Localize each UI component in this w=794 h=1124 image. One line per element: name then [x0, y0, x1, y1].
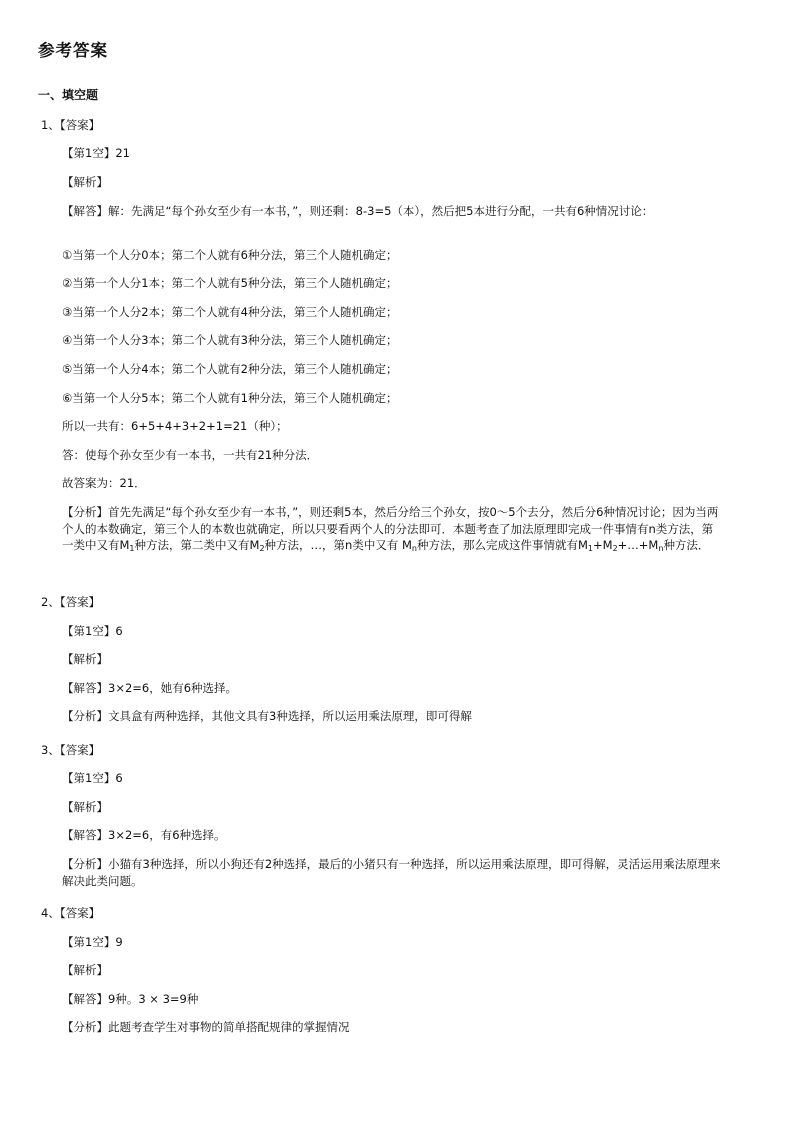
question-2-solution: 【解答】3×2=6，她有6种选择。 [62, 681, 238, 695]
question-1-analysis-label: 【解析】 [62, 175, 108, 189]
analysis-text-part: +…+M [617, 538, 659, 552]
question-4-heading: 4、【答案】 [41, 906, 101, 920]
question-4-analysis-text: 【分析】此题考查学生对事物的简单搭配规律的掌握情况 [62, 1020, 350, 1034]
subscript: 1 [587, 544, 593, 553]
question-1-total: 所以一共有：6+5+4+3+2+1=21（种）； [62, 419, 288, 433]
question-1-analysis-text [62, 504, 722, 558]
question-1-heading: 1、【答案】 [41, 118, 101, 132]
question-1-conclusion: 答：使每个孙女至少有一本书，一共有21种分法． [62, 448, 319, 462]
subscript: n [658, 544, 664, 553]
question-4-solution: 【解答】9种。3 × 3=9种 [62, 992, 199, 1006]
analysis-text-part: 种方法，…，第n类中又有 M [264, 538, 412, 552]
question-2-analysis-label: 【解析】 [62, 652, 108, 666]
question-1-case-4: ④当第一个人分3本；第二个人就有3种分法，第三个人随机确定； [62, 333, 398, 347]
question-2-heading: 2、【答案】 [41, 595, 101, 609]
question-3-heading: 3、【答案】 [41, 743, 101, 757]
question-1-case-6: ⑥当第一个人分5本；第二个人就有1种分法，第三个人随机确定； [62, 391, 398, 405]
subscript: 1 [129, 544, 135, 553]
question-1-final-answer: 故答案为：21． [62, 476, 146, 490]
analysis-text-part: 种方法． [663, 538, 710, 552]
question-2-blank-answer: 【第1空】6 [62, 624, 123, 638]
analysis-text-part: +M [593, 538, 613, 552]
question-1-case-2: ②当第一个人分1本；第二个人就有5种分法，第三个人随机确定； [62, 276, 398, 290]
subscript: 2 [612, 544, 618, 553]
question-3-solution: 【解答】3×2=6，有6种选择。 [62, 828, 226, 842]
question-3-analysis-label: 【解析】 [62, 800, 108, 814]
question-1-case-5: ⑤当第一个人分4本；第二个人就有2种分法，第三个人随机确定； [62, 362, 398, 376]
question-4-analysis-label: 【解析】 [62, 963, 108, 977]
analysis-text-part: 种方法，第二类中又有M [134, 538, 260, 552]
analysis-text-part: 种方法，那么完成这件事情就有M [416, 538, 588, 552]
analysis-text-part: 【分析】首先先满足“每个孙女至少有一本书，”，则还剩5本，然后分给三个孙女，按0～5个去分，然后分6种情况讨论；因为当两个人的本数确定，第三个人的本数也就确定，所以只要看两个人的分法即可．本题考查了加法原理即完成一件事情有n类方法，第一类中又有M [62, 505, 719, 552]
question-3-blank-answer: 【第1空】6 [62, 771, 123, 785]
question-1-case-3: ③当第一个人分2本；第二个人就有4种分法，第三个人随机确定； [62, 305, 398, 319]
question-3-analysis-text: 【分析】小猫有3种选择，所以小狗还有2种选择，最后的小猪只有一种选择，所以运用乘法原理，即可得解，灵活运用乘法原理来解决此类问题。 [62, 857, 721, 888]
page-title: 参考答案 [38, 41, 108, 60]
question-1-case-1: ①当第一个人分0本；第二个人就有6种分法，第三个人随机确定； [62, 248, 398, 262]
section-title: 一、填空题 [38, 88, 99, 102]
question-4-blank-answer: 【第1空】9 [62, 935, 123, 949]
question-1-blank-answer: 【第1空】21 [62, 146, 130, 160]
question-2-analysis-text: 【分析】文具盒有两种选择，其他文具有3种选择，所以运用乘法原理，即可得解 [62, 709, 472, 723]
subscript: 2 [259, 544, 265, 553]
question-1-solution-intro: 【解答】解：先满足“每个孙女至少有一本书，”，则还剩：8-3=5（本），然后把5本进行分配，一共有6种情况讨论： [62, 204, 654, 218]
subscript: n [411, 544, 417, 553]
